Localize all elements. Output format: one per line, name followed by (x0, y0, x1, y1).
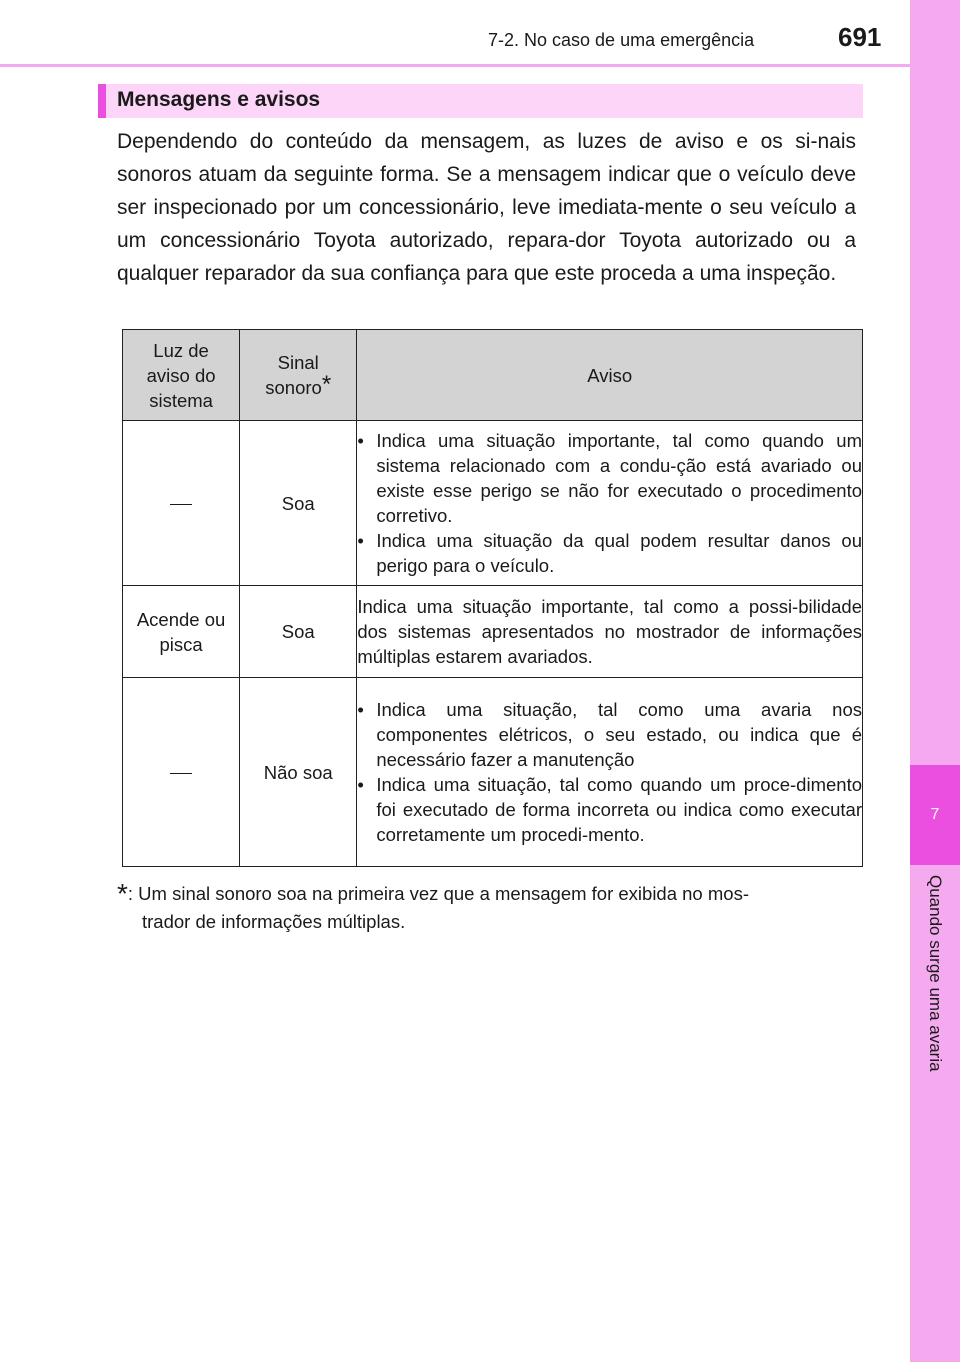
cell-sound-signal: Soa (240, 421, 357, 586)
intro-paragraph: Dependendo do conteúdo da mensagem, as luzes de aviso e os si-nais sonoros atuam da seguinte forma. Se a mensagem indicar que o veículo deve ser inspecionado por um concessionário, leve imediata-mente o seu veículo a um concessionário Toyota autorizado, repara-dor Toyota autorizado ou a qualquer reparador da sua confiança para que este proceda a uma inspeção. (117, 130, 856, 285)
notice-bullet: • Indica uma situação da qual podem resultar danos ou perigo para o veículo. (357, 530, 862, 576)
chapter-side-tab (910, 0, 960, 1362)
header-notice (357, 330, 863, 421)
footnote-continuation: trador de informações múltiplas. (142, 911, 406, 932)
section-title: Mensagens e avisos (117, 88, 321, 111)
footnote-line (117, 880, 857, 908)
page-number: 691 (838, 22, 882, 52)
notice-text: Indica uma situação, tal como quando um proce-dimento foi executado de forma incorreta ou indica como executar corretamente um procedi-mento. (376, 774, 862, 845)
cell-notice (357, 421, 863, 586)
notice-text: Indica uma situação da qual podem resultar danos ou perigo para o veículo. (376, 530, 862, 576)
footnote-asterisk: * (117, 878, 128, 909)
cell-warning-light (123, 678, 240, 867)
notice-bullet: • Indica uma situação, tal como uma avaria nos componentes elétricos, o seu estado, ou indica que é necessário fazer a manutenção (357, 699, 862, 770)
header-warning-light (123, 330, 240, 421)
table-row (123, 586, 863, 678)
table-header-row (123, 330, 863, 421)
notice-bullet: • Indica uma situação, tal como quando um proce-dimento foi executado de forma incorreta ou indica como executar corretamente um procedi-mento. (357, 774, 862, 845)
asterisk-mark: * (321, 371, 332, 398)
table-row (123, 678, 863, 867)
footnote-text: : Um sinal sonoro soa na primeira vez que a mensagem for exibida no mos- (127, 883, 749, 904)
dash-mark (170, 773, 192, 774)
warning-table (122, 329, 863, 867)
notice-bullet: • Indica uma situação importante, tal como quando um sistema relacionado com a condu-ção está avariado ou existe esse perigo se não for executado o procedimento corretivo. (357, 430, 862, 526)
cell-warning-light: Acende ou pisca (123, 586, 240, 678)
table-row (123, 421, 863, 586)
cell-notice: Indica uma situação importante, tal como a possi-bilidade dos sistemas apresentados no mostrador de informações múltiplas estarem avariados. (357, 586, 863, 678)
cell-sound-signal: Não soa (240, 678, 357, 867)
dash-mark (170, 504, 192, 505)
cell-notice (357, 678, 863, 867)
notice-text: Indica uma situação importante, tal como quando um sistema relacionado com a condu-ção está avariado ou existe esse perigo se não for executado o procedimento corretivo. (376, 430, 862, 526)
header-sound-signal-label: Sinal sonoro (265, 352, 322, 398)
cell-sound-signal: Soa (240, 586, 357, 678)
notice-text: Indica uma situação, tal como uma avaria nos componentes elétricos, o seu estado, ou indica que é necessário fazer a manutenção (376, 699, 862, 770)
chapter-title: Quando surge uma avaria (926, 875, 945, 1072)
chapter-number: 7 (910, 765, 960, 865)
header-sound-signal (240, 330, 357, 421)
footnote (117, 880, 857, 935)
header-notice-label: Aviso (587, 364, 633, 386)
header-warning-light-label: Luz de aviso do sistema (146, 339, 216, 411)
cell-warning-light (123, 421, 240, 586)
header-section-title: 7-2. No caso de uma emergência (488, 30, 755, 50)
header-rule (0, 64, 910, 67)
